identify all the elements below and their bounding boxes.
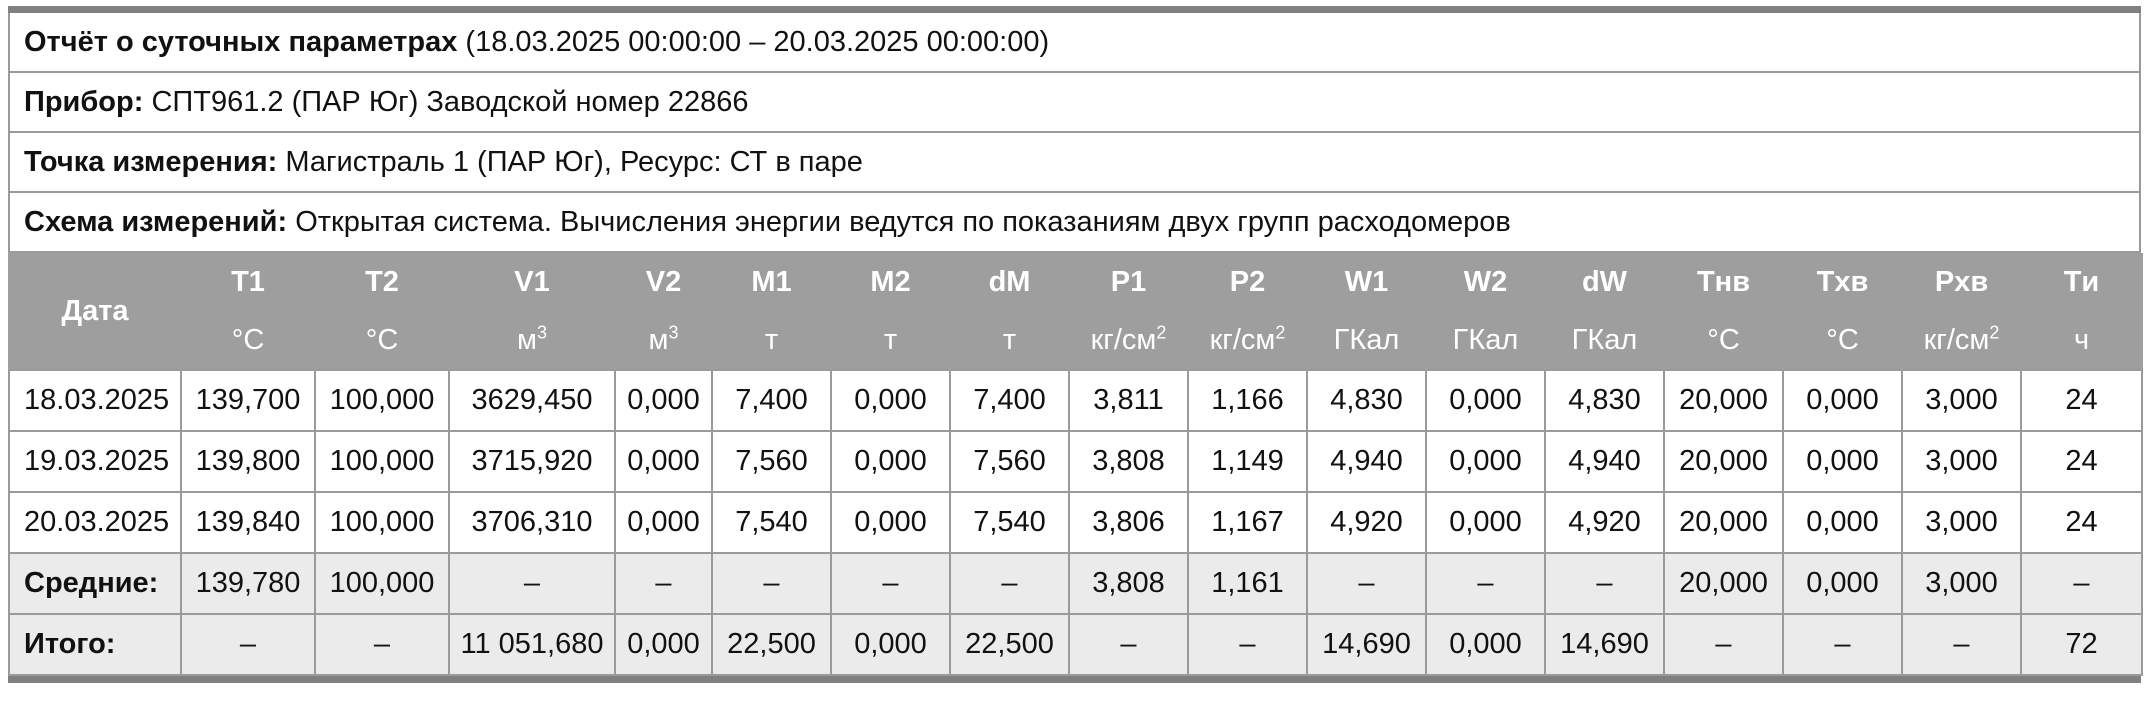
device-row (8, 73, 2141, 133)
average-cell: 139,780 (181, 553, 315, 614)
unit-exponent: 2 (1989, 321, 2000, 342)
table-cell: 7,560 (950, 431, 1069, 492)
measurement-point-value: Магистраль 1 (ПАР Юг), Ресурс: СТ в паре (285, 145, 863, 178)
table-cell: 1,149 (1188, 431, 1307, 492)
average-row (9, 553, 2142, 614)
table-header-row (9, 253, 2142, 311)
table-cell: 4,940 (1307, 431, 1426, 492)
table-cell: 139,800 (181, 431, 315, 492)
table-cell: 7,560 (712, 431, 831, 492)
total-cell: – (1188, 614, 1307, 675)
table-cell: 3,808 (1069, 431, 1188, 492)
unit-label: кг/см (1209, 323, 1276, 356)
table-cell: 4,940 (1545, 431, 1664, 492)
unit-7 (1069, 311, 1188, 370)
unit-label: ГКал (1333, 323, 1400, 356)
parameters-table (8, 253, 2143, 676)
table-cell: 3,806 (1069, 492, 1188, 553)
header-12: Tнв (1664, 253, 1783, 311)
report-period: (18.03.2025 00:00:00 – 20.03.2025 00:00:00) (465, 25, 1050, 58)
header-9: W1 (1307, 253, 1426, 311)
table-cell: 0,000 (1426, 370, 1545, 431)
table-cell: 0,000 (1426, 431, 1545, 492)
table-row (9, 492, 2142, 553)
total-cell: 14,690 (1307, 614, 1426, 675)
table-cell: 139,840 (181, 492, 315, 553)
row-date: 19.03.2025 (9, 431, 181, 492)
table-row (9, 370, 2142, 431)
average-cell: – (831, 553, 950, 614)
table-cell: 24 (2021, 370, 2142, 431)
total-cell: 22,500 (950, 614, 1069, 675)
average-cell: – (2021, 553, 2142, 614)
unit-label: °C (1826, 323, 1859, 356)
header-8: P2 (1188, 253, 1307, 311)
total-label: Итого: (9, 614, 181, 675)
unit-label: м (648, 323, 669, 356)
unit-11 (1545, 311, 1664, 370)
daily-report (8, 6, 2141, 683)
header-11: dW (1545, 253, 1664, 311)
header-4: M1 (712, 253, 831, 311)
unit-label: т (883, 323, 898, 356)
row-date: 18.03.2025 (9, 370, 181, 431)
table-cell: 24 (2021, 492, 2142, 553)
table-cell: 4,920 (1307, 492, 1426, 553)
measurement-scheme-row (8, 193, 2141, 253)
average-cell: – (1307, 553, 1426, 614)
average-cell: 20,000 (1664, 553, 1783, 614)
total-cell: – (1664, 614, 1783, 675)
unit-14 (1902, 311, 2021, 370)
table-cell: 20,000 (1664, 370, 1783, 431)
row-date: 20.03.2025 (9, 492, 181, 553)
table-cell: 4,920 (1545, 492, 1664, 553)
unit-12 (1664, 311, 1783, 370)
total-cell: – (1069, 614, 1188, 675)
total-row (9, 614, 2142, 675)
table-cell: 1,167 (1188, 492, 1307, 553)
measurement-scheme-value: Открытая система. Вычисления энергии ведутся по показаниям двух групп расходомеров (295, 205, 1511, 238)
table-cell: 7,400 (950, 370, 1069, 431)
average-cell: – (950, 553, 1069, 614)
unit-2 (449, 311, 615, 370)
unit-9 (1307, 311, 1426, 370)
table-cell: 3,000 (1902, 431, 2021, 492)
unit-label: кг/см (1923, 323, 1990, 356)
average-cell: – (449, 553, 615, 614)
table-cell: 3706,310 (449, 492, 615, 553)
average-cell: 3,000 (1902, 553, 2021, 614)
total-cell: – (1783, 614, 1902, 675)
report-title-row (8, 13, 2141, 73)
table-cell: 3629,450 (449, 370, 615, 431)
table-cell: 0,000 (615, 492, 712, 553)
unit-label: кг/см (1090, 323, 1157, 356)
unit-13 (1783, 311, 1902, 370)
report-title: Отчёт о суточных параметрах (24, 25, 458, 58)
unit-5 (831, 311, 950, 370)
total-cell: 0,000 (1426, 614, 1545, 675)
average-cell: 3,808 (1069, 553, 1188, 614)
device-label: Прибор: (24, 85, 144, 118)
header-13: Tхв (1783, 253, 1902, 311)
table-row (9, 431, 2142, 492)
table-cell: 3715,920 (449, 431, 615, 492)
unit-8 (1188, 311, 1307, 370)
header-2: V1 (449, 253, 615, 311)
unit-label: °C (1707, 323, 1740, 356)
table-cell: 7,540 (712, 492, 831, 553)
average-cell: 1,161 (1188, 553, 1307, 614)
unit-label: ч (2073, 323, 2090, 356)
table-cell: 4,830 (1307, 370, 1426, 431)
table-cell: 24 (2021, 431, 2142, 492)
header-10: W2 (1426, 253, 1545, 311)
total-cell: – (1902, 614, 2021, 675)
header-15: Tи (2021, 253, 2142, 311)
header-14: Pхв (1902, 253, 2021, 311)
unit-label: т (1002, 323, 1017, 356)
average-cell: 100,000 (315, 553, 449, 614)
unit-0 (181, 311, 315, 370)
table-cell: 0,000 (1783, 431, 1902, 492)
table-cell: 3,000 (1902, 370, 2021, 431)
unit-exponent: 2 (1156, 321, 1167, 342)
unit-label: °C (365, 323, 399, 356)
unit-label: ГКал (1452, 323, 1519, 356)
table-cell: 20,000 (1664, 492, 1783, 553)
measurement-point-label: Точка измерения: (24, 145, 278, 178)
header-date: Дата (9, 253, 181, 370)
average-cell: – (712, 553, 831, 614)
unit-6 (950, 311, 1069, 370)
table-cell: 3,811 (1069, 370, 1188, 431)
table-cell: 0,000 (615, 370, 712, 431)
table-cell: 20,000 (1664, 431, 1783, 492)
total-cell: 11 051,680 (449, 614, 615, 675)
unit-4 (712, 311, 831, 370)
table-cell: 0,000 (831, 370, 950, 431)
total-cell: 0,000 (615, 614, 712, 675)
unit-label: °C (231, 323, 265, 356)
measurement-scheme-label: Схема измерений: (24, 205, 288, 238)
header-0: T1 (181, 253, 315, 311)
table-cell: 7,400 (712, 370, 831, 431)
unit-label: т (764, 323, 779, 356)
table-cell: 100,000 (315, 370, 449, 431)
average-cell: – (615, 553, 712, 614)
table-cell: 0,000 (1426, 492, 1545, 553)
header-1: T2 (315, 253, 449, 311)
unit-10 (1426, 311, 1545, 370)
total-cell: 22,500 (712, 614, 831, 675)
total-cell: 14,690 (1545, 614, 1664, 675)
header-7: P1 (1069, 253, 1188, 311)
average-cell: 0,000 (1783, 553, 1902, 614)
total-cell: 0,000 (831, 614, 950, 675)
unit-label: м (517, 323, 537, 356)
table-cell: 4,830 (1545, 370, 1664, 431)
unit-exponent: 3 (536, 321, 547, 342)
average-cell: – (1426, 553, 1545, 614)
header-6: dM (950, 253, 1069, 311)
table-cell: 139,700 (181, 370, 315, 431)
unit-1 (315, 311, 449, 370)
table-cell: 0,000 (831, 492, 950, 553)
unit-15 (2021, 311, 2142, 370)
header-3: V2 (615, 253, 712, 311)
total-cell: 72 (2021, 614, 2142, 675)
unit-3 (615, 311, 712, 370)
table-units-row (9, 311, 2142, 370)
table-cell: 3,000 (1902, 492, 2021, 553)
table-cell: 100,000 (315, 431, 449, 492)
unit-exponent: 2 (1275, 321, 1286, 342)
table-cell: 0,000 (1783, 492, 1902, 553)
table-cell: 7,540 (950, 492, 1069, 553)
total-cell: – (315, 614, 449, 675)
unit-exponent: 3 (668, 321, 679, 342)
measurement-point-row (8, 133, 2141, 193)
total-cell: – (181, 614, 315, 675)
average-cell: – (1545, 553, 1664, 614)
table-cell: 0,000 (831, 431, 950, 492)
average-label: Средние: (9, 553, 181, 614)
header-5: M2 (831, 253, 950, 311)
table-cell: 1,166 (1188, 370, 1307, 431)
device-value: СПТ961.2 (ПАР Юг) Заводской номер 22866 (151, 85, 749, 118)
table-cell: 0,000 (615, 431, 712, 492)
unit-label: ГКал (1571, 323, 1638, 356)
table-cell: 0,000 (1783, 370, 1902, 431)
table-cell: 100,000 (315, 492, 449, 553)
